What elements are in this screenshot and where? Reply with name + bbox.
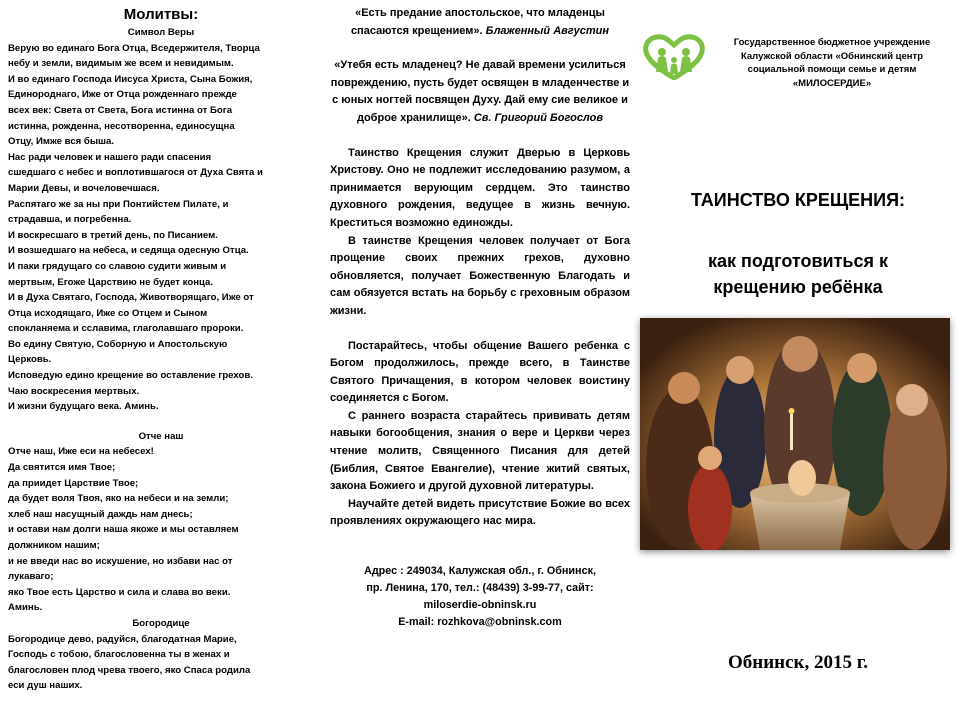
our-father-line: Отче наш, Иже еси на небесех! bbox=[8, 446, 154, 458]
quote-author: Блаженный Августин bbox=[485, 24, 610, 37]
our-father-line: должником нашим; bbox=[8, 540, 100, 551]
our-father-line: Аминь. bbox=[8, 602, 43, 614]
quote-author: Св. Григорий Богослов bbox=[473, 111, 603, 124]
creed-line: истинна, рожденна, несотворенна, единосущна bbox=[8, 120, 235, 132]
info-panel bbox=[326, 0, 634, 720]
creed-line: И возшедшаго на небеса, и седяща одесную Отца. bbox=[8, 245, 249, 257]
our-father-line: лукаваго; bbox=[8, 571, 54, 583]
creed-title: Символ Веры bbox=[127, 27, 195, 38]
our-father-line: да приидет Царствие Твое; bbox=[8, 477, 139, 489]
creed-line: небу и земли, видимым же всем и невидимым. bbox=[8, 58, 234, 70]
email-link[interactable]: E-mail: rozhkova@obninsk.com bbox=[398, 616, 562, 629]
prayers-title: Молитвы: bbox=[123, 6, 199, 23]
cover-panel bbox=[636, 0, 960, 720]
theotokos-title: Богородице bbox=[132, 617, 190, 629]
paragraph-forgiveness: В таинстве Крещения человек получает от Бога прощение своих прежних грехов, духовно обновляется, получает Божественную Благодать и сам обязуется встать на борьбу с греховным образом жизни. bbox=[330, 234, 630, 317]
creed-line: Марии Девы, и вочеловечшася. bbox=[8, 182, 160, 194]
creed-line: Отца исходящаго, Иже со Отцем и Сыном bbox=[8, 307, 208, 319]
prayers-panel bbox=[0, 0, 322, 720]
creed-line: сшедшаго с небес и воплотившагося от Духа Свята и bbox=[8, 167, 263, 179]
baptism-painting-image bbox=[640, 318, 950, 550]
quote-gregory bbox=[330, 57, 630, 127]
organization-name bbox=[714, 36, 950, 90]
paragraph-communion: Постарайтесь, чтобы общение Вашего ребенка с Богом продолжилось, прежде всего, в Таинстве Святого Причащения, в котором человек воистину соединяется с Богом. bbox=[330, 339, 630, 405]
quote-text: «Есть предание апостольское, что младенцы спасаются крещением». bbox=[350, 7, 605, 37]
creed-line: Верую во единаго Бога Отца, Вседержителя, Творца bbox=[8, 42, 260, 54]
subtitle: как подготовиться к крещению ребёнка bbox=[708, 251, 888, 297]
creed-line: И во единаго Господа Иисуса Христа, Сына Божия, bbox=[8, 73, 253, 85]
creed-text bbox=[8, 41, 314, 415]
creed-line: Отцу, Имже вся быша. bbox=[8, 136, 115, 148]
paragraph-presence: Научайте детей видеть присутствие Божие во всех проявлениях окружающего нас мира. bbox=[330, 497, 630, 528]
org-line: Калужской области «Обнинский центр bbox=[740, 50, 923, 62]
quote-text: «Утебя есть младенец? Не давай времени усилиться повреждению, пусть будет освящен в младенчестве и с юных ногтей посвящен Духу. Дай ему сие великое и доброе хранилище». bbox=[330, 59, 630, 124]
creed-line: Во едину Святую, Соборную и Апостольскую bbox=[8, 338, 228, 350]
address-line: Адрес : 249034, Калужская обл., г. Обнинск, bbox=[364, 565, 596, 578]
our-father-line: яко Твое есть Царство и сила и слава во веки. bbox=[8, 586, 231, 598]
creed-line: И в Духа Святаго, Господа, Животворящаго, Иже от bbox=[8, 292, 254, 304]
quote-augustine bbox=[330, 5, 630, 40]
theotokos-text bbox=[8, 632, 314, 694]
theotokos-line: благословен плод чрева твоего, яко Спаса родила bbox=[8, 664, 251, 676]
our-father-text bbox=[8, 444, 314, 616]
creed-line: И воскресшаго в третий день, по Писанием. bbox=[8, 229, 218, 241]
creed-line: Церковь. bbox=[8, 354, 52, 366]
our-father-line: и не введи нас во искушение, но избави нас от bbox=[8, 555, 233, 567]
city-year: Обнинск, 2015 г. bbox=[728, 652, 868, 673]
our-father-title: Отче наш bbox=[138, 430, 184, 442]
creed-line: И паки грядущаго со славою судити живым и bbox=[8, 260, 227, 272]
creed-line: Единороднаго, Иже от Отца рожденнаго прежде bbox=[8, 89, 237, 101]
our-father-line: Да святится имя Твое; bbox=[8, 462, 116, 474]
our-father-line: да будет воля Твоя, яко на небеси и на земли; bbox=[8, 493, 229, 505]
creed-line: страдавша, и погребенна. bbox=[8, 214, 132, 226]
our-father-line: и остави нам долги наша якоже и мы оставляем bbox=[8, 524, 239, 536]
paragraph-baptism-door: Таинство Крещения служит Дверью в Церковь Христову. Оно не подлежит исследованию разумом, а принимается верующим сердцем. Это таинство духовного рождения, ведущее в жизнь вечную. Креститься возможно единожды. bbox=[330, 146, 630, 229]
creed-line: Нас ради человек и нашего ради спасения bbox=[8, 151, 212, 163]
theotokos-line: Богородице дево, радуйся, благодатная Марие, bbox=[8, 633, 237, 645]
main-title: ТАИНСТВО КРЕЩЕНИЯ: bbox=[690, 190, 906, 210]
org-line: социальной помощи семье и детям bbox=[747, 64, 917, 75]
creed-line: Чаю воскресения мертвых. bbox=[8, 385, 140, 397]
address-line: пр. Ленина, 170, тел.: (48439) 3-99-77, сайт: bbox=[366, 582, 594, 595]
org-line: Государственное бюджетное учреждение bbox=[733, 37, 931, 48]
org-line: «МИЛОСЕРДИЕ» bbox=[792, 77, 872, 89]
creed-line: всех век: Света от Света, Бога истинна от Бога bbox=[8, 104, 233, 116]
theotokos-line: Господь с тобою, благословенна ты в женах и bbox=[8, 649, 230, 661]
family-heart-logo-icon bbox=[642, 34, 706, 80]
website-link[interactable]: miloserdie-obninsk.ru bbox=[423, 599, 537, 612]
our-father-line: хлеб наш насущный даждь нам днесь; bbox=[8, 508, 193, 520]
contact-address bbox=[330, 563, 630, 631]
theotokos-line: еси душ наших. bbox=[8, 680, 83, 692]
creed-line: И жизни будущаго века. Аминь. bbox=[8, 401, 159, 413]
creed-line: мертвым, Егоже Царствию не будет конца. bbox=[8, 276, 214, 288]
creed-line: Распятаго же за ны при Понтийстем Пилате, и bbox=[8, 198, 229, 210]
creed-line: спокланяема и сславима, глаголавшаго пророки. bbox=[8, 323, 244, 335]
paragraph-education: С раннего возраста старайтесь прививать детям навыки богообщения, знания о вере и Церкви через чтение молитв, Священного Писания для детей (Библия, Святое Евангелие), чтение житий святых, закона Божиего и другой духовной литературы. bbox=[330, 409, 630, 493]
creed-line: Исповедую едино крещение во оставление грехов. bbox=[8, 370, 253, 382]
